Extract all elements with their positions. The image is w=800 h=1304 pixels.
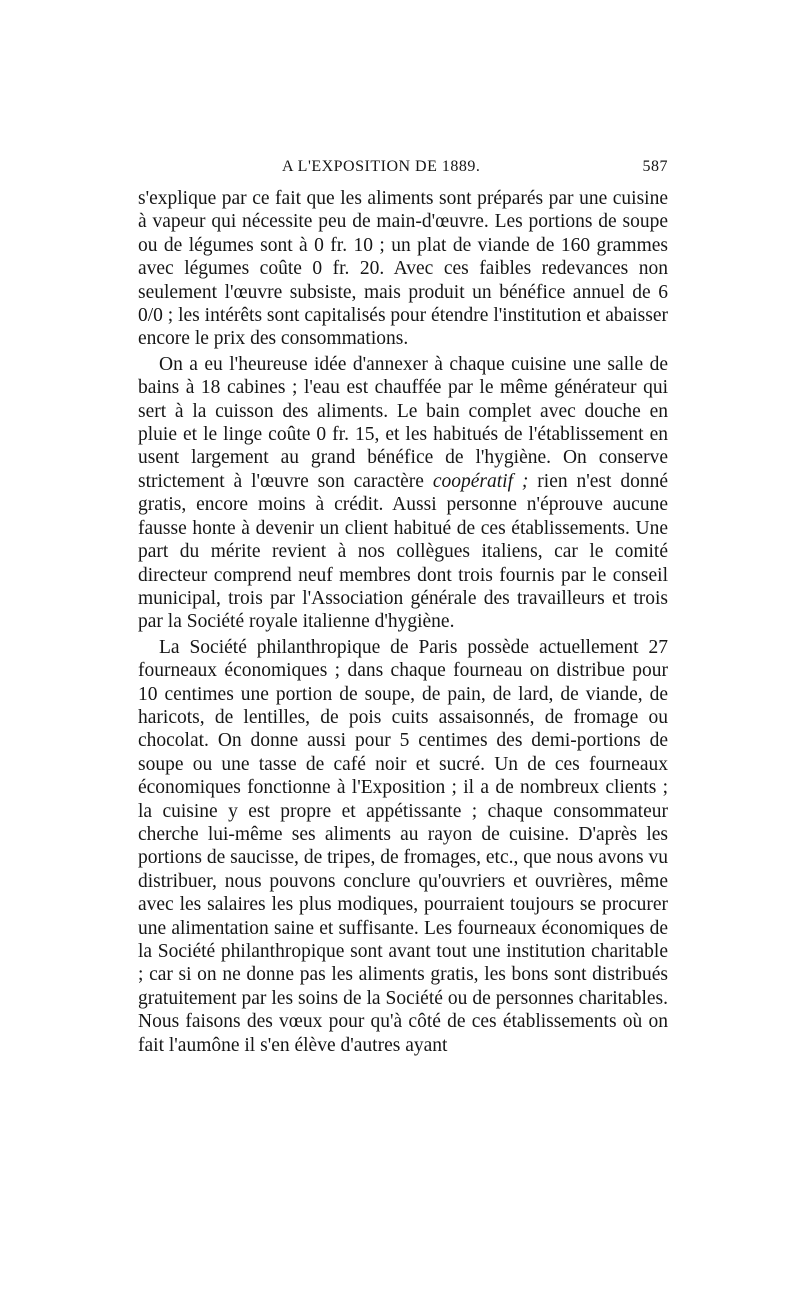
paragraph-3: La Société philanthropique de Paris possède actuellement 27 fourneaux économiques ; dans chaque fourneau on distribue pour 10 centimes une portion de soupe, de pain, de lard, de viande, de haricots, de lentilles, de pois cuits assaisonnés, de fromage ou chocolat. On donne aussi pour 5 centimes des demi-portions de soupe ou une tasse de café noir et sucré. Un de ces fourneaux économiques fonctionne à l'Exposition ; il a de nombreux clients ; la cuisine y est propre et appétissante ; chaque consommateur cherche lui-même ses aliments au rayon de cuisine. D'après les portions de saucisse, de tripes, de fromages, etc., que nous avons vu distribuer, nous pouvons conclure qu'ouvriers et ouvrières, même avec les salaires les plus modiques, pourraient toujours se procurer une alimentation saine et suffisante. Les fourneaux économiques de la Société philanthropique sont avant tout une institution charitable ; car si on ne donne pas les aliments gratis, les bons sont distribués gratuitement par les soins de la Société ou de personnes charitables. Nous faisons des vœux pour qu'à côté de ces établissements où on fait l'aumône il s'en élève d'autres ayant (138, 636, 668, 1056)
running-title: A L'EXPOSITION DE 1889. (282, 158, 481, 175)
book-page (138, 150, 668, 1057)
paragraph-2 (138, 353, 668, 634)
paragraph-2-italic-text: coopératif ; (432, 470, 529, 492)
paragraph-2-text-after-italic: rien n'est donné gratis, encore moins à crédit. Aussi personne n'éprouve aucune fausse honte à devenir un client habitué de ces établissements. Une part du mérite revient à nos collègues italiens, car le comité directeur comprend neuf membres dont trois fournis par le conseil municipal, trois par l'Association générale des travailleurs et trois par la Société royale italienne d'hygiène. (138, 470, 668, 633)
running-header (138, 150, 668, 174)
page-number: 587 (642, 158, 668, 175)
paragraph-2-text-before-italic: On a eu l'heureuse idée d'annexer à chaque cuisine une salle de bains à 18 cabines ; l'eau est chauffée par le même générateur qui sert à la cuisson des aliments. Le bain complet avec douche en pluie et le linge coûte 0 fr. 15, et les habitués de l'établissement en usent largement au grand bénéfice de l'hygiène. On conserve strictement à l'œuvre son caractère (138, 353, 668, 492)
paragraph-1: s'explique par ce fait que les aliments sont préparés par une cuisine à vapeur qui nécessite peu de main-d'œuvre. Les portions de soupe ou de légumes sont à 0 fr. 10 ; un plat de viande de 160 grammes avec légumes coûte 0 fr. 20. Avec ces faibles redevances non seulement l'œuvre subsiste, mais produit un bénéfice annuel de 6 0/0 ; les intérêts sont capitalisés pour étendre l'institution et abaisser encore le prix des consommations. (138, 188, 668, 350)
